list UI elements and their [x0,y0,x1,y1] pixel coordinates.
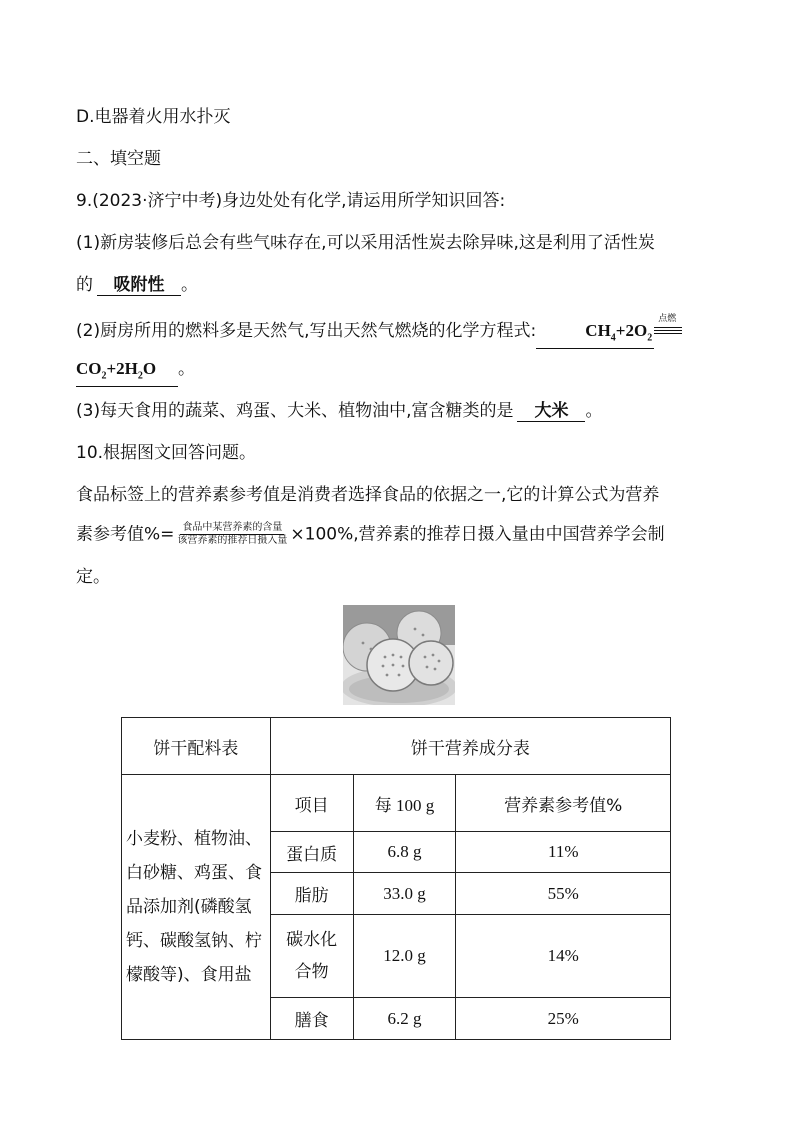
row-item: 碳水化合物 [270,915,353,998]
question-9-part1-line2 [76,274,198,296]
row-nrv: 14% [456,915,671,998]
section-heading: 二、填空题 [76,149,161,169]
formula-suffix: ×100%,营养素的推荐日摄入量由中国营养学会制 [290,524,665,545]
question-9-part1-line1: (1)新房装修后总会有些气味存在,可以采用活性炭去除异味,这是利用了活性炭 [76,233,655,253]
row-item: 蛋白质 [270,832,353,873]
row-nrv: 11% [456,832,671,873]
row-nrv: 25% [456,998,671,1040]
row-per100: 33.0 g [353,873,456,915]
part1-suffix: 。 [181,275,198,295]
formula-fraction [175,522,289,547]
question-10-intro-line3: 定。 [76,567,110,587]
nutrition-table [121,717,671,1040]
question-9-part3 [76,400,602,422]
answer-blank-3: 大米 [517,401,585,422]
ingredients-list: 小麦粉、植物油、白砂糖、鸡蛋、食品添加剂(磷酸氢钙、碳酸氢钠、柠檬酸等)、食用盐 [122,775,271,1040]
question-10-intro-line1: 食品标签上的营养素参考值是消费者选择食品的依据之一,它的计算公式为营养 [76,485,660,505]
fraction-denominator: 该营养素的推荐日摄入量 [177,535,288,546]
part2-suffix: 。 [178,359,195,379]
question-10-stem: 10.根据图文回答问题。 [76,443,257,463]
nutrition-header: 饼干营养成分表 [270,718,670,775]
fraction-numerator: 食品中某营养素的含量 [182,522,283,533]
question-9-part2-line2 [76,358,195,387]
subheader-per100: 每 100 g [353,775,456,832]
question-9-part2-line1 [76,316,682,349]
row-per100: 12.0 g [353,915,456,998]
row-item: 脂肪 [270,873,353,915]
subheader-nrv: 营养素参考值% [456,775,671,832]
question-9-stem: 9.(2023·济宁中考)身边处处有化学,请运用所学知识回答: [76,191,506,211]
row-per100: 6.2 g [353,998,456,1040]
cookie-photo [343,605,455,705]
equation-left: $CH_4+2O_2$ [536,321,654,349]
part3-text: (3)每天食用的蔬菜、鸡蛋、大米、植物油中,富含糖类的是 [76,401,514,421]
answer-blank-1: 吸附性 [97,275,181,296]
part1-prefix: 的 [76,275,93,295]
part2-text: (2)厨房所用的燃料多是天然气,写出天然气燃烧的化学方程式: [76,321,537,341]
equation-right: $CO_2+2H_2O$ [76,359,178,387]
option-d: D.电器着火用水扑灭 [76,107,231,127]
part3-suffix: 。 [585,401,603,421]
row-nrv: 55% [456,873,671,915]
reaction-condition: 点燃 [658,314,677,324]
subheader-item: 项目 [270,775,353,832]
reaction-arrow-icon [654,316,682,336]
formula-prefix: 素参考值%= [76,524,175,545]
row-item: 膳食 [270,998,353,1040]
question-10-intro-line2 [76,522,665,547]
row-per100: 6.8 g [353,832,456,873]
ingredients-header: 饼干配料表 [122,718,271,775]
